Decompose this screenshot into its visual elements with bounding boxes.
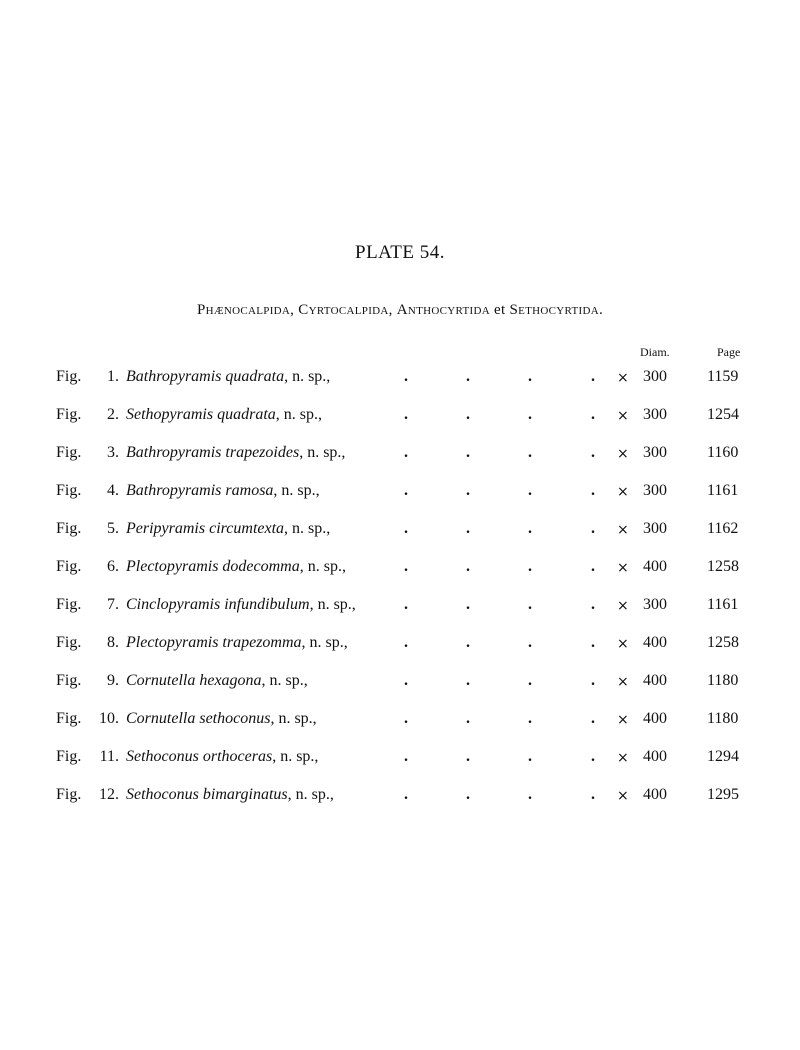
species-note: , n. sp., [309, 596, 356, 613]
species-name: Bathropyramis trapezoides [126, 444, 300, 461]
leader-dot: . [466, 558, 470, 575]
fig-number: 12. [99, 786, 119, 803]
fig-label: Fig. [56, 558, 82, 575]
magnification-sign: × [617, 446, 629, 462]
magnification-sign: × [617, 712, 629, 728]
leader-dot: . [528, 596, 532, 613]
subtitle-separator: , [388, 302, 397, 318]
leader-dot: . [591, 672, 595, 689]
leader-dot: . [404, 748, 408, 765]
page-number: 1258 [707, 558, 739, 575]
fig-label: Fig. [56, 710, 82, 727]
magnification-sign: × [617, 750, 629, 766]
figure-row [0, 628, 800, 666]
plate-subtitle [0, 302, 800, 319]
species-name: Plectopyramis trapezomma [126, 634, 302, 651]
fig-number: 10. [99, 710, 119, 727]
page-number: 1161 [707, 596, 739, 613]
leader-dot: . [528, 672, 532, 689]
species-name: Sethoconus orthoceras [126, 748, 273, 765]
leader-dot: . [466, 710, 470, 727]
fig-label: Fig. [56, 672, 82, 689]
species-name: Peripyramis circumtexta [126, 520, 285, 537]
diameter-value: 400 [643, 748, 667, 765]
leader-dot: . [528, 444, 532, 461]
leader-dot: . [591, 406, 595, 423]
leader-dot: . [466, 634, 470, 651]
leader-dot: . [404, 558, 408, 575]
diameter-value: 300 [643, 482, 667, 499]
fig-label: Fig. [56, 520, 82, 537]
figure-row [0, 704, 800, 742]
leader-dot: . [591, 558, 595, 575]
species-note: , n. sp., [287, 786, 334, 803]
page-number: 1258 [707, 634, 739, 651]
leader-dot: . [591, 482, 595, 499]
species-name: Plectopyramis dodecomma [126, 558, 300, 575]
species-entry [126, 672, 308, 690]
leader-dot: . [466, 748, 470, 765]
species-note: , n. sp., [299, 444, 346, 461]
leader-dot: . [591, 710, 595, 727]
leader-dot: . [466, 406, 470, 423]
leader-dot: . [528, 520, 532, 537]
subtitle-conjunction: et [489, 302, 510, 318]
species-entry [126, 558, 346, 576]
magnification-sign: × [617, 408, 629, 424]
family-sethocyrtida: Sethocyrtida [509, 302, 599, 318]
figure-row [0, 780, 800, 818]
magnification-sign: × [617, 636, 629, 652]
species-note: , n. sp., [284, 368, 331, 385]
leader-dot: . [466, 368, 470, 385]
page-number: 1159 [707, 368, 739, 385]
leader-dot: . [404, 634, 408, 651]
page-number: 1254 [707, 406, 739, 423]
leader-dot: . [528, 406, 532, 423]
fig-number: 5. [107, 520, 119, 537]
species-note: , n. sp., [275, 406, 323, 423]
leader-dot: . [528, 786, 532, 803]
species-entry [126, 786, 334, 804]
leader-dot: . [591, 786, 595, 803]
species-name: Cornutella sethoconus [126, 710, 271, 727]
diameter-value: 400 [643, 672, 667, 689]
leader-dot: . [404, 368, 408, 385]
leader-dot: . [466, 672, 470, 689]
figure-row [0, 552, 800, 590]
diameter-value: 300 [643, 596, 667, 613]
page-number: 1160 [707, 444, 739, 461]
figure-row [0, 514, 800, 552]
leader-dot: . [528, 748, 532, 765]
fig-label: Fig. [56, 634, 82, 651]
species-entry [126, 444, 345, 462]
fig-label: Fig. [56, 786, 82, 803]
fig-number: 3. [107, 444, 119, 461]
plate-title: PLATE 54. [355, 242, 445, 263]
column-header-diam: Diam. [640, 345, 670, 359]
fig-label: Fig. [56, 748, 82, 765]
leader-dot: . [466, 786, 470, 803]
family-phaenocalpida: Phænocalpida [196, 302, 291, 318]
figure-row [0, 438, 800, 476]
leader-dot: . [404, 520, 408, 537]
fig-number: 11. [99, 748, 119, 765]
species-entry [126, 710, 317, 728]
species-name: Sethopyramis quadrata [126, 406, 276, 423]
diameter-value: 300 [643, 368, 667, 385]
leader-dot: . [528, 710, 532, 727]
figure-list [0, 362, 800, 818]
leader-dot: . [404, 596, 408, 613]
leader-dot: . [404, 444, 408, 461]
fig-number: 9. [107, 672, 119, 689]
leader-dot: . [528, 634, 532, 651]
species-name: Bathropyramis ramosa [126, 482, 274, 499]
species-entry [126, 748, 318, 766]
page-number: 1161 [707, 482, 739, 499]
page-number: 1162 [707, 520, 739, 537]
species-note: , n. sp., [261, 672, 308, 689]
fig-number: 2. [107, 406, 119, 423]
leader-dot: . [466, 596, 470, 613]
diameter-value: 300 [643, 406, 667, 423]
leader-dot: . [528, 482, 532, 499]
diameter-value: 400 [643, 710, 667, 727]
species-name: Cornutella hexagona [126, 672, 262, 689]
page-number: 1295 [707, 786, 739, 803]
magnification-sign: × [617, 370, 629, 386]
species-note: , n. sp., [301, 634, 348, 651]
leader-dot: . [466, 482, 470, 499]
figure-row [0, 362, 800, 400]
leader-dot: . [591, 596, 595, 613]
leader-dot: . [404, 786, 408, 803]
species-note: , n. sp., [284, 520, 331, 537]
fig-label: Fig. [56, 596, 82, 613]
species-entry [126, 482, 320, 500]
diameter-value: 400 [643, 634, 667, 651]
diameter-value: 300 [643, 444, 667, 461]
magnification-sign: × [617, 598, 629, 614]
species-entry [126, 368, 330, 386]
figure-row [0, 742, 800, 780]
leader-dot: . [591, 748, 595, 765]
page-number: 1294 [707, 748, 739, 765]
species-note: , n. sp., [270, 710, 317, 727]
species-entry [126, 406, 322, 424]
diameter-value: 300 [643, 520, 667, 537]
magnification-sign: × [617, 788, 629, 804]
fig-number: 8. [107, 634, 119, 651]
figure-row [0, 476, 800, 514]
magnification-sign: × [617, 560, 629, 576]
leader-dot: . [591, 634, 595, 651]
leader-dot: . [404, 406, 408, 423]
leader-dot: . [591, 520, 595, 537]
diameter-value: 400 [643, 786, 667, 803]
diameter-value: 400 [643, 558, 667, 575]
species-entry [126, 634, 348, 652]
leader-dot: . [528, 368, 532, 385]
figure-row [0, 666, 800, 704]
leader-dot: . [404, 672, 408, 689]
fig-label: Fig. [56, 482, 82, 499]
page-number: 1180 [707, 710, 739, 727]
species-name: Sethoconus bimarginatus [126, 786, 288, 803]
leader-dot: . [466, 520, 470, 537]
fig-number: 7. [107, 596, 119, 613]
column-header-page: Page [717, 345, 741, 359]
leader-dot: . [591, 444, 595, 461]
magnification-sign: × [617, 522, 629, 538]
fig-number: 1. [107, 368, 119, 385]
magnification-sign: × [617, 674, 629, 690]
family-cyrtocalpida: Cyrtocalpida [298, 302, 389, 318]
subtitle-period: . [599, 302, 604, 318]
species-entry [126, 596, 356, 614]
species-note: , n. sp., [273, 482, 320, 499]
page-number: 1180 [707, 672, 739, 689]
figure-row [0, 590, 800, 628]
fig-number: 4. [107, 482, 119, 499]
species-entry [126, 520, 330, 538]
species-name: Cinclopyramis infundibulum [126, 596, 310, 613]
subtitle-separator: , [290, 302, 299, 318]
fig-number: 6. [107, 558, 119, 575]
fig-label: Fig. [56, 406, 82, 423]
leader-dot: . [466, 444, 470, 461]
fig-label: Fig. [56, 444, 82, 461]
family-anthocyrtida: Anthocyrtida [396, 302, 490, 318]
fig-label: Fig. [56, 368, 82, 385]
magnification-sign: × [617, 484, 629, 500]
figure-row [0, 400, 800, 438]
leader-dot: . [591, 368, 595, 385]
species-note: , n. sp., [272, 748, 319, 765]
leader-dot: . [404, 482, 408, 499]
leader-dot: . [528, 558, 532, 575]
species-note: , n. sp., [299, 558, 346, 575]
species-name: Bathropyramis quadrata [126, 368, 285, 385]
leader-dot: . [404, 710, 408, 727]
